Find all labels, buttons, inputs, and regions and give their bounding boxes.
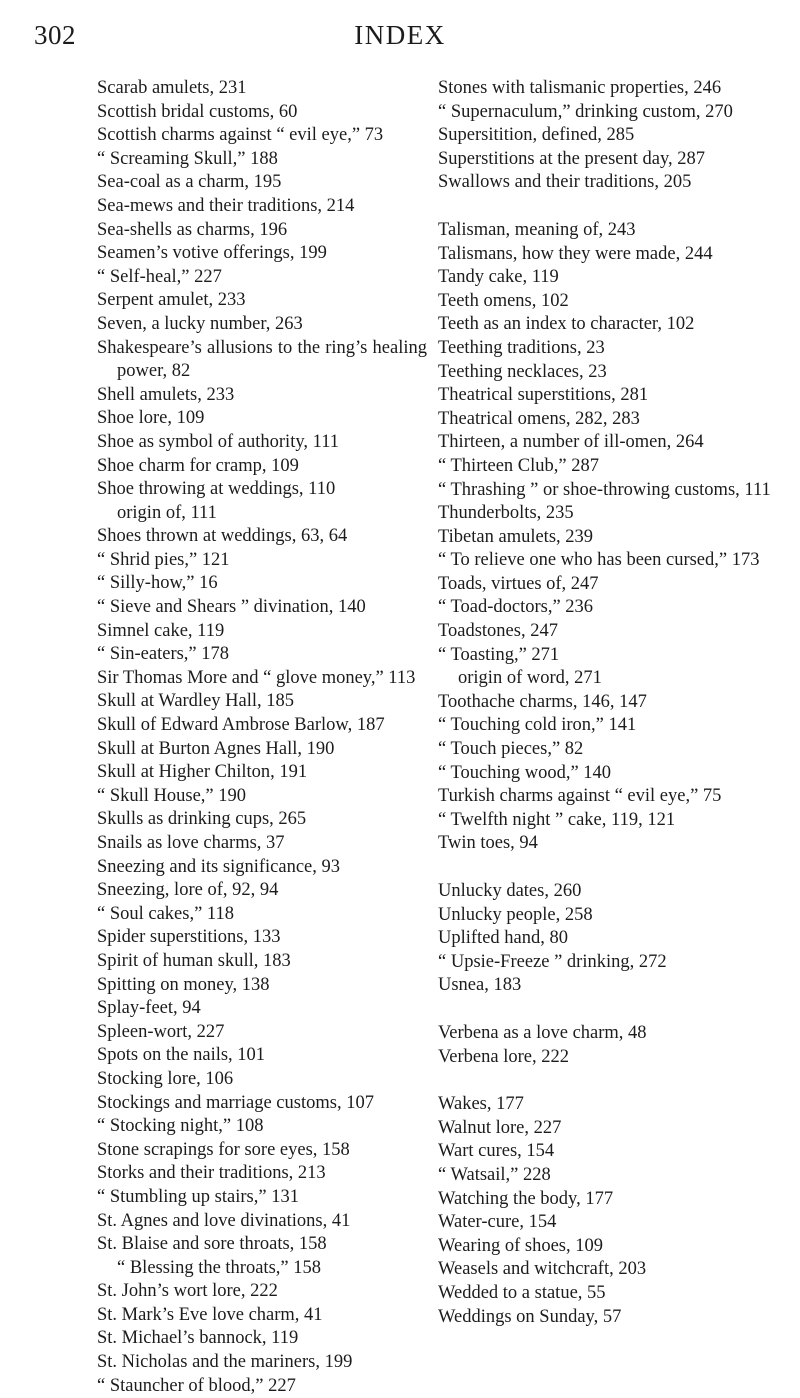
index-entry: Teething necklaces, 23 <box>438 361 607 382</box>
index-entry: Shoe as symbol of authority, 111 <box>97 431 340 452</box>
index-entry: Tandy cake, 119 <box>438 267 559 288</box>
index-entry: Serpent amulet, 233 <box>97 290 246 311</box>
index-entry: “ Watsail,” 228 <box>438 1164 551 1185</box>
letter-group-v <box>438 1022 776 1069</box>
index-entry: Teething traditions, 23 <box>438 337 605 358</box>
index-entry: Turkish charms against “ evil eye,” 75 <box>438 786 722 807</box>
index-entry: “ To relieve one who has been cursed,” 173 <box>438 550 760 571</box>
index-entry: St. John’s wort lore, 222 <box>97 1281 278 1302</box>
index-entry: Toadstones, 247 <box>438 621 558 642</box>
index-entry: Spirit of human skull, 183 <box>97 950 291 971</box>
index-entry: Stockings and marriage customs, 107 <box>97 1092 374 1113</box>
index-entry: Skulls as drinking cups, 265 <box>97 809 307 830</box>
page-number: 302 <box>34 20 76 50</box>
index-entry: Stone scrapings for sore eyes, 158 <box>97 1139 350 1160</box>
index-subentry: “ Blessing the throats,” 158 <box>117 1257 321 1278</box>
index-entry: St. Mark’s Eve love charm, 41 <box>97 1304 323 1325</box>
index-entry: Toothache charms, 146, 147 <box>438 691 647 712</box>
index-entry: Shoes thrown at weddings, 63, 64 <box>97 526 348 547</box>
group-gap <box>438 195 776 219</box>
right-column <box>438 77 776 1329</box>
index-entry: “ Thrashing ” or shoe-throwing customs, 111 <box>438 479 771 500</box>
index-entry: Talismans, how they were made, 244 <box>438 243 713 264</box>
index-entry: Theatrical superstitions, 281 <box>438 385 649 406</box>
index-entry: Theatrical omens, 282, 283 <box>438 408 640 429</box>
index-entry: Simnel cake, 119 <box>97 620 225 641</box>
index-entry: “ Skull House,” 190 <box>97 785 247 806</box>
letter-group-t <box>438 219 776 856</box>
index-entry: Shakespeare’s allusions to the ring’s healing power, 82 <box>97 337 427 382</box>
index-entry: Shoe charm for cramp, 109 <box>97 455 299 476</box>
index-entry: St. Agnes and love divinations, 41 <box>97 1210 351 1231</box>
group-gap <box>438 856 776 880</box>
index-entry: Toads, virtues of, 247 <box>438 573 599 594</box>
index-entry: Sneezing, lore of, 92, 94 <box>97 880 279 901</box>
index-entry: Sneezing and its significance, 93 <box>97 856 341 877</box>
letter-group-s <box>438 77 776 195</box>
index-entry: “ Touching wood,” 140 <box>438 762 612 783</box>
index-entry: Shell amulets, 233 <box>97 384 235 405</box>
index-entry: “ Upsie-Freeze ” drinking, 272 <box>438 951 667 972</box>
running-title: INDEX <box>354 20 446 50</box>
index-entry: St. Blaise and sore throats, 158 <box>97 1234 327 1255</box>
letter-group-w <box>438 1093 776 1329</box>
index-entry: Swallows and their traditions, 205 <box>438 172 692 193</box>
index-entry: Wedded to a statue, 55 <box>438 1282 606 1303</box>
index-entry: Splay-feet, 94 <box>97 998 201 1019</box>
index-entry: “ Screaming Skull,” 188 <box>97 148 278 169</box>
index-entry: Water-cure, 154 <box>438 1212 557 1233</box>
index-entry: Scottish charms against “ evil eye,” 73 <box>97 125 384 146</box>
index-entry: Storks and their traditions, 213 <box>97 1163 326 1184</box>
index-entry: Wart cures, 154 <box>438 1141 555 1162</box>
index-entry: Sea-coal as a charm, 195 <box>97 172 282 193</box>
index-entry: Weddings on Sunday, 57 <box>438 1306 622 1327</box>
index-entry: Tibetan amulets, 239 <box>438 526 594 547</box>
group-gap <box>438 998 776 1022</box>
index-entry: Unlucky people, 258 <box>438 904 593 925</box>
index-entry: Spleen-wort, 227 <box>97 1021 225 1042</box>
index-entry: “ Sin-eaters,” 178 <box>97 644 230 665</box>
index-entry: St. Nicholas and the mariners, 199 <box>97 1352 353 1373</box>
index-entry: Unlucky dates, 260 <box>438 881 582 901</box>
index-entry: “ Soul cakes,” 118 <box>97 903 234 924</box>
index-entry: “ Twelfth night ” cake, 119, 121 <box>438 809 676 830</box>
index-entry: Seamen’s votive offerings, 199 <box>97 243 327 264</box>
index-entry: Superstitions at the present day, 287 <box>438 148 706 169</box>
index-entry: Shoe throwing at weddings, 110 <box>97 479 336 500</box>
left-column <box>97 77 427 1398</box>
index-entry: St. Michael’s bannock, 119 <box>97 1328 299 1349</box>
index-entry: Usnea, 183 <box>438 975 522 996</box>
index-entry: “ Silly-how,” 16 <box>97 573 218 594</box>
index-entry: Teeth as an index to character, 102 <box>438 314 695 335</box>
letter-group-u <box>438 880 776 998</box>
index-entry: Sea-shells as charms, 196 <box>97 219 288 240</box>
index-entry: Sea-mews and their traditions, 214 <box>97 195 355 216</box>
index-entry: Spitting on money, 138 <box>97 974 270 995</box>
index-entry: Weasels and witchcraft, 203 <box>438 1259 647 1280</box>
index-entry: Uplifted hand, 80 <box>438 928 568 949</box>
index-entry: “ Touch pieces,” 82 <box>438 739 584 760</box>
index-entry: Watching the body, 177 <box>438 1188 614 1209</box>
index-entry: Twin toes, 94 <box>438 833 538 854</box>
index-entry: Verbena lore, 222 <box>438 1046 569 1067</box>
index-entry: Snails as love charms, 37 <box>97 833 285 853</box>
index-entry: Scarab amulets, 231 <box>97 78 247 98</box>
index-entry: Thunderbolts, 235 <box>438 503 574 524</box>
index-entry: Skull at Wardley Hall, 185 <box>97 691 295 712</box>
index-entry: Skull at Higher Chilton, 191 <box>97 762 308 783</box>
index-subentry: origin of, 111 <box>117 502 217 523</box>
index-entry: Stones with talismanic properties, 246 <box>438 78 722 98</box>
index-entry: “ Stumbling up stairs,” 131 <box>97 1186 299 1207</box>
index-entry: Wearing of shoes, 109 <box>438 1235 603 1256</box>
index-entry: Skull at Burton Agnes Hall, 190 <box>97 738 335 759</box>
index-entry: “ Thirteen Club,” 287 <box>438 455 599 476</box>
index-entry: Scottish bridal customs, 60 <box>97 101 298 122</box>
index-entry: “ Stocking night,” 108 <box>97 1116 264 1137</box>
index-entry: Spots on the nails, 101 <box>97 1045 266 1066</box>
index-entry: “ Self-heal,” 227 <box>97 266 222 287</box>
group-gap <box>438 1069 776 1093</box>
index-entry: Shoe lore, 109 <box>97 408 205 429</box>
index-entry: Skull of Edward Ambrose Barlow, 187 <box>97 715 385 736</box>
index-entry: Stocking lore, 106 <box>97 1068 234 1089</box>
index-entry: “ Shrid pies,” 121 <box>97 549 230 570</box>
index-entry: Sir Thomas More and “ glove money,” 113 <box>97 667 416 688</box>
index-entry: Wakes, 177 <box>438 1094 524 1115</box>
index-entry: “ Touching cold iron,” 141 <box>438 715 637 736</box>
index-entry: Seven, a lucky number, 263 <box>97 313 303 334</box>
index-entry: “ Supernaculum,” drinking custom, 270 <box>438 101 733 122</box>
page-header <box>0 20 800 60</box>
index-entry: Spider superstitions, 133 <box>97 927 281 948</box>
index-entry: Supersitition, defined, 285 <box>438 125 635 146</box>
index-entry: Thirteen, a number of ill-omen, 264 <box>438 432 704 453</box>
index-entry: Walnut lore, 227 <box>438 1117 562 1138</box>
index-entry: “ Toad-doctors,” 236 <box>438 597 594 618</box>
index-entry: “ Sieve and Shears ” divination, 140 <box>97 597 366 618</box>
index-entry: Verbena as a love charm, 48 <box>438 1022 647 1043</box>
index-entry: Teeth omens, 102 <box>438 290 569 311</box>
index-subentry: origin of word, 271 <box>458 668 602 689</box>
index-entry: “ Toasting,” 271 <box>438 644 560 665</box>
index-entry: “ Stauncher of blood,” 227 <box>97 1375 296 1396</box>
index-entry: Talisman, meaning of, 243 <box>438 219 636 240</box>
